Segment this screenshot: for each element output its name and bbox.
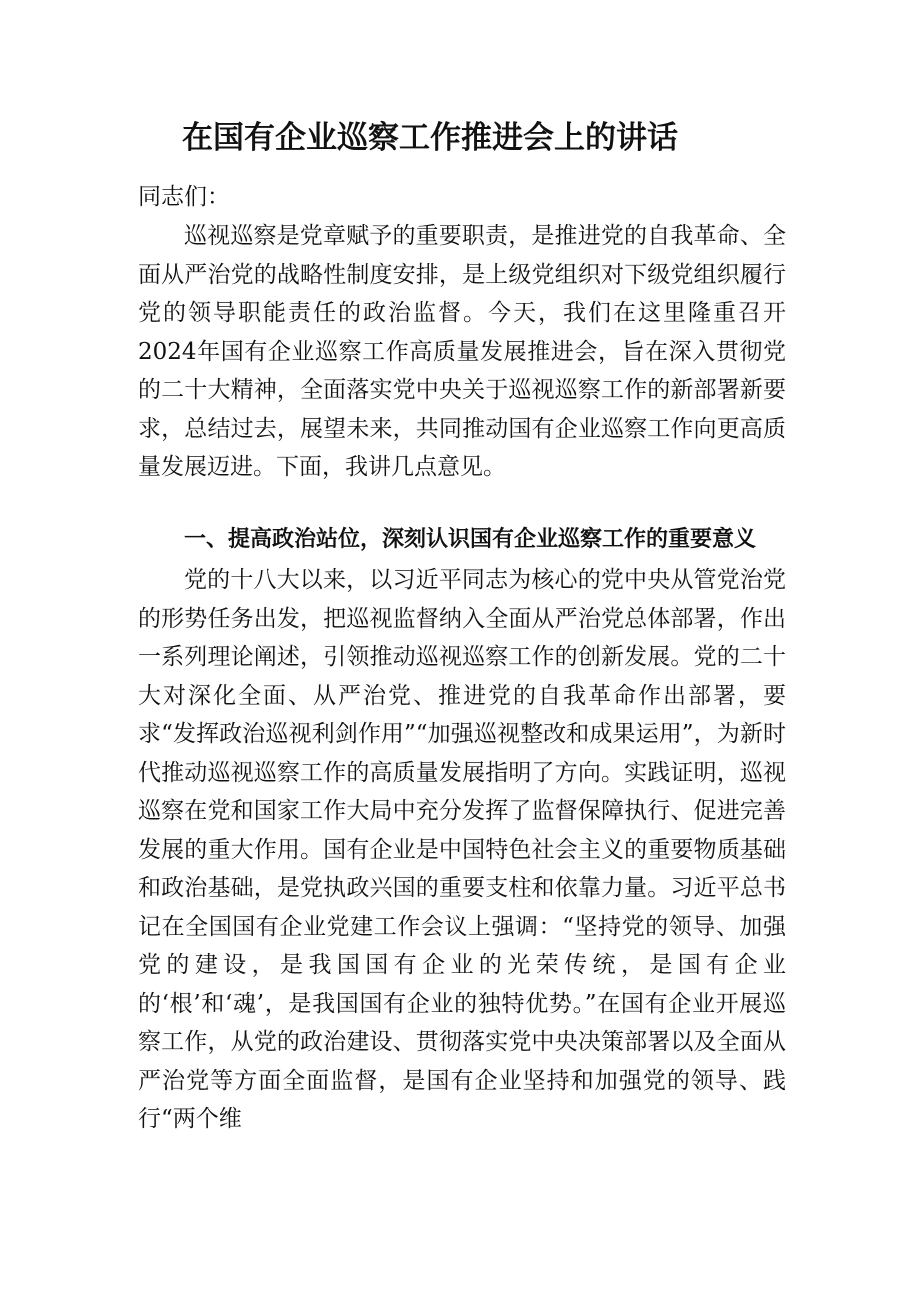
document-title: 在国有企业巡察工作推进会上的讲话 bbox=[182, 120, 678, 156]
paragraph-opening: 巡视巡察是党章赋予的重要职责，是推进党的自我革命、全面从严治党的战略性制度安排，是上级党组织对下级党组织履行党的领导职能责任的政治监督。今天，我们在这里隆重召开2024年国有企业巡察工作高质量发展推进会，旨在深入贯彻党的二十大精神，全面落实党中央关于巡视巡察工作的新部署新要求，总结过去，展望未来，共同推动国有企业巡察工作向更高质量发展迈进。下面，我讲几点意见。 bbox=[138, 223, 786, 480]
paragraph-section-1: 党的十八大以来，以习近平同志为核心的党中央从管党治党的形势任务出发，把巡视监督纳入全面从严治党总体部署，作出一系列理论阐述，引领推动巡视巡察工作的创新发展。党的二十大对深化全面、从严治党、推进党的自我革命作出部署，要求“发挥政治巡视利剑作用”“加强巡视整改和成果运用”，为新时代推动巡视巡察工作的高质量发展指明了方向。实践证明，巡视巡察在党和国家工作大局中充分发挥了监督保障执行、促进完善发展的重大作用。国有企业是中国特色社会主义的重要物质基础和政治基础，是党执政兴国的重要支柱和依靠力量。习近平总书记在全国国有企业党建工作会议上强调：“坚持党的领导、加强党的建设，是我国国有企业的光荣传统，是国有企业的‘根’和‘魂’，是我国国有企业的独特优势。”在国有企业开展巡察工作，从党的政治建设、贯彻落实党中央决策部署以及全面从严治党等方面全面监督，是国有企业坚持和加强党的领导、践行“两个维 bbox=[138, 567, 786, 1132]
section-heading-1: 一、提高政治站位，深刻认识国有企业巡察工作的重要意义 bbox=[184, 527, 757, 552]
salutation: 同志们： bbox=[138, 184, 230, 210]
